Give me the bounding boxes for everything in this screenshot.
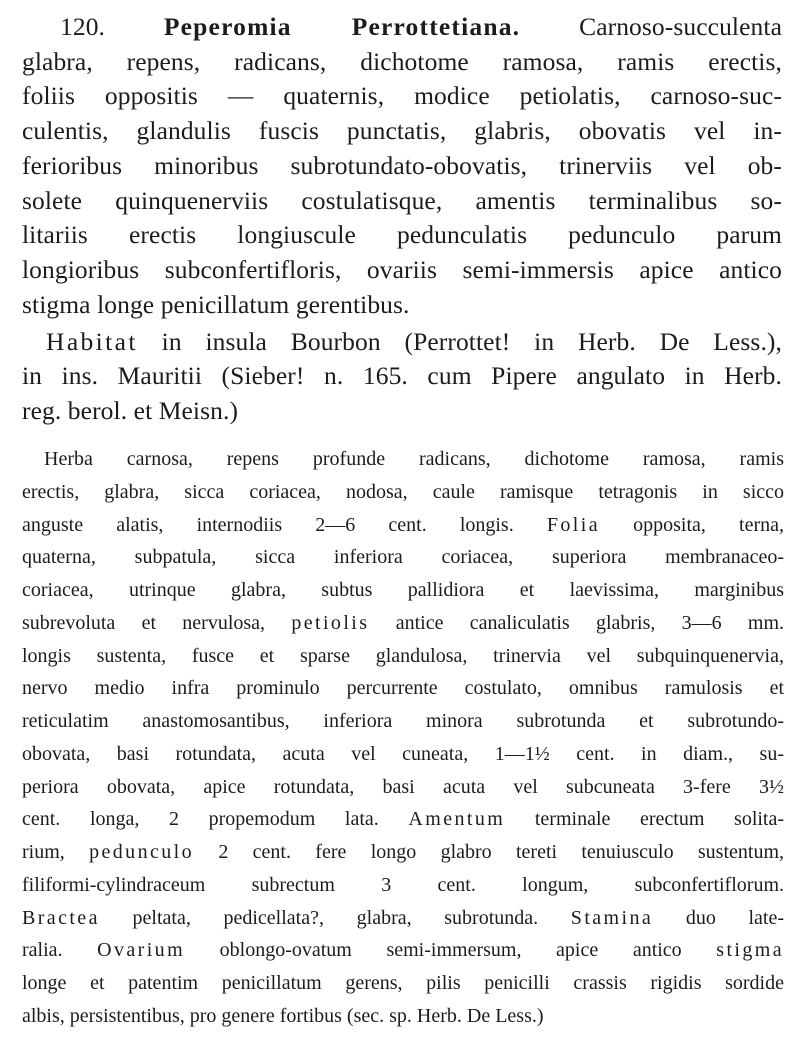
diagnosis-line: stigma longe penicillatum gerentibus. — [22, 290, 410, 319]
species-number: 120. — [60, 12, 106, 41]
diagnosis-line: longioribus subconfertifloris, ovariis semi-immersis apice antico — [22, 255, 782, 284]
habitat-label: Habitat — [46, 327, 138, 356]
diagnosis-line: ferioribus minoribus subrotundato-obovatis, trinerviis vel ob- — [22, 151, 782, 180]
description-text: Herba carnosa, repens profunde radicans, dichotome ramosa, ramis — [44, 448, 784, 470]
description-text: ralia. — [22, 939, 63, 961]
description-line: periora obovata, apice rotundata, basi acuta vel subcuneata 3-fere 3½ — [22, 776, 784, 798]
term-ovarium: Ovarium — [97, 939, 186, 961]
term-bractea: Bractea — [22, 907, 100, 929]
description-line: reticulatim anastomosantibus, inferiora minora subrotunda et subrotundo- — [22, 710, 784, 732]
description-line: coriacea, utrinque glabra, subtus pallidiora et laevissima, marginibus — [22, 579, 784, 601]
description-line: longis sustenta, fusce et sparse glandulosa, trinervia vel subquinquenervia, — [22, 645, 784, 667]
term-amentum: Amentum — [408, 808, 506, 830]
description-line: quaterna, subpatula, sicca inferiora coriacea, superiora membranaceo- — [22, 546, 784, 568]
description-text: terminale erectum solita- — [534, 808, 785, 830]
diagnosis-line: solete quinquenerviis costulatisque, amentis terminalibus so- — [22, 186, 782, 215]
description-text: peltata, pedicellata?, glabra, subrotunda. — [132, 907, 539, 929]
description-line — [22, 907, 784, 930]
description-text: duo late- — [685, 907, 784, 929]
description-line: longe et patentim penicillatum gerens, pilis penicilli crassis rigidis sordide — [22, 972, 784, 994]
species-name: Peperomia Perrottetiana. — [163, 12, 521, 41]
species-heading-line — [22, 12, 782, 42]
description-line — [22, 612, 784, 635]
description-line: nervo medio infra prominulo percurrente costulato, omnibus ramulosis et — [22, 677, 784, 699]
description-text: rium, — [22, 841, 65, 863]
habitat-line: reg. berol. et Meisn.) — [22, 396, 239, 425]
diagnosis-line: culentis, glandulis fuscis punctatis, glabris, obovatis vel in- — [22, 116, 782, 145]
term-stigma: stigma — [716, 939, 785, 961]
description-text: oblongo-ovatum semi-immersum, apice antico — [219, 939, 682, 961]
habitat-first-line — [22, 327, 782, 357]
description-line — [22, 514, 784, 537]
term-stamina: Stamina — [570, 907, 654, 929]
term-petiolis: petiolis — [291, 612, 370, 634]
term-pedunculo: pedunculo — [89, 841, 195, 863]
description-line: albis, persistentibus, pro genere fortibus (sec. sp. Herb. De Less.) — [22, 1005, 544, 1027]
description-line — [22, 841, 784, 864]
description-text: 2 cent. fere longo glabro tereti tenuiusculo sustentum, — [218, 841, 785, 863]
description-line — [22, 939, 784, 962]
description-text: subrevoluta et nervulosa, — [22, 612, 266, 634]
description-line: erectis, glabra, sicca coriacea, nodosa, caule ramisque tetragonis in sicco — [22, 481, 784, 503]
habitat-line: in ins. Mauritii (Sieber! n. 165. cum Pipere angulato in Herb. — [22, 361, 782, 390]
diagnosis-line: Carnoso-succulenta — [579, 12, 782, 41]
description-line — [22, 448, 784, 471]
description-text: antice canaliculatis glabris, 3—6 mm. — [395, 612, 785, 634]
term-folia: Folia — [546, 514, 600, 536]
description-line — [22, 808, 784, 831]
description-text: opposita, terna, — [633, 514, 785, 536]
description-line: obovata, basi rotundata, acuta vel cuneata, 1—1½ cent. in diam., su- — [22, 743, 784, 765]
description-line: filiformi-cylindraceum subrectum 3 cent. longum, subconfertiflorum. — [22, 874, 784, 896]
diagnosis-line: foliis oppositis — quaternis, modice petiolatis, carnoso-suc- — [22, 81, 782, 110]
habitat-text: in insula Bourbon (Perrottet! in Herb. De Less.), — [161, 327, 782, 356]
diagnosis-line: glabra, repens, radicans, dichotome ramosa, ramis erectis, — [22, 47, 782, 76]
diagnosis-line: litariis erectis longiuscule pedunculatis pedunculo parum — [22, 220, 782, 249]
description-text: cent. longa, 2 propemodum lata. — [22, 808, 379, 830]
description-text: anguste alatis, internodiis 2—6 cent. longis. — [22, 514, 514, 536]
